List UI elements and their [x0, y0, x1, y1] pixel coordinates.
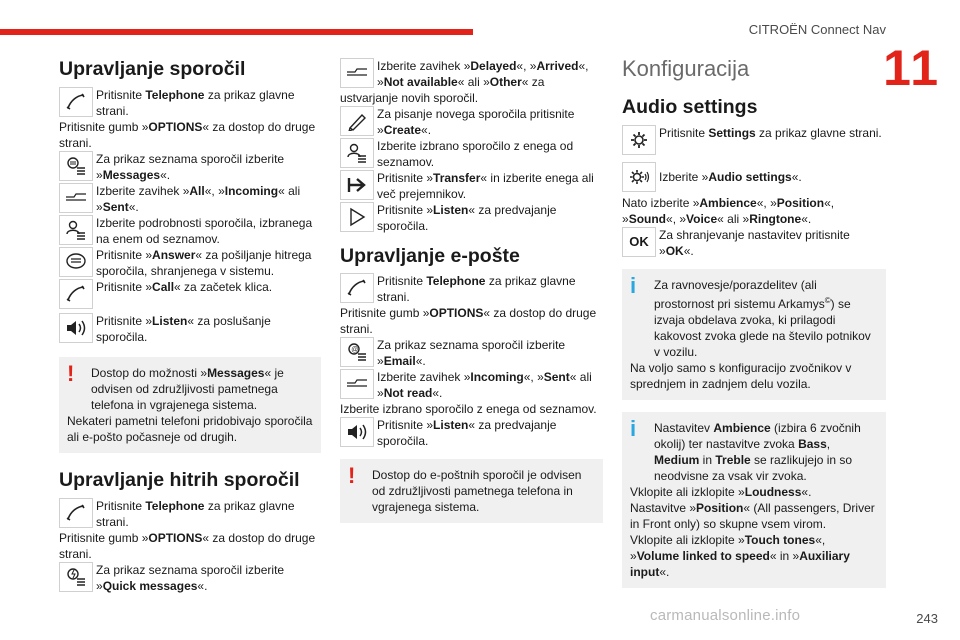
column-2	[340, 58, 603, 523]
gear-icon	[622, 125, 656, 155]
list-item: Pritisnite »Answer« za pošiljanje hitrega sporočila, shranjenega v sistemu.	[59, 247, 321, 279]
list-item: @ Za prikaz seznama sporočil izberite »Email«.	[340, 337, 603, 369]
list-item: Pritisnite Telephone za prikaz glavne strani.	[59, 498, 321, 530]
list-item: Pritisnite »Call« za začetek klica.	[59, 279, 321, 310]
paragraph: Nato izberite »Ambience«, »Position«, »Sound«, »Voice« ali »Ringtone«.	[622, 196, 835, 226]
list-item: Pritisnite »Listen« za poslušanje sporočila.	[59, 313, 321, 345]
heading-messages: Upravljanje sporočil	[59, 58, 246, 80]
chapter-number: 11	[883, 40, 940, 96]
page-number: 243	[916, 611, 938, 626]
list-item: Izberite zavihek »Incoming«, »Sent« ali »Not read«.	[340, 369, 603, 401]
paragraph: Pritisnite gumb »OPTIONS« za dostop do druge strani.	[340, 306, 597, 336]
heading-quick-messages: Upravljanje hitrih sporočil	[59, 469, 300, 491]
warning-note: ! Dostop do možnosti »Messages« je odvisen od združljivosti pametnega telefona in vgrajenega sistema. Nekateri pametni telefoni pridobivajo sporočila ali e-pošto počasneje od drugih.	[59, 357, 321, 453]
list-item: Izberite izbrano sporočilo z enega od seznamov.	[340, 138, 603, 170]
warning-note: ! Dostop do e-poštnih sporočil je odvisen od združljivosti pametnega telefona in vgrajenega sistema.	[340, 459, 603, 523]
message-list-icon	[59, 151, 93, 181]
info-icon: i	[630, 273, 637, 298]
speaker-icon	[340, 417, 374, 447]
paragraph: Izberite izbrano sporočilo z enega od seznamov.	[340, 402, 597, 416]
answer-message-icon	[59, 247, 93, 277]
header-title: CITROËN Connect Nav	[748, 22, 886, 37]
paragraph: Pritisnite gumb »OPTIONS« za dostop do druge strani.	[59, 120, 316, 150]
tab-icon	[340, 369, 374, 399]
list-item: Za pisanje novega sporočila pritisnite »Create«.	[340, 106, 603, 138]
phone-icon	[340, 273, 374, 303]
list-item: Za prikaz seznama sporočil izberite »Messages«.	[59, 151, 321, 183]
speaker-icon	[59, 313, 93, 343]
paragraph: Pritisnite gumb »OPTIONS« za dostop do druge strani.	[59, 531, 316, 561]
watermark: carmanualsonline.info	[650, 607, 801, 624]
list-item: Pritisnite »Transfer« in izberite enega ali več prejemnikov.	[340, 170, 603, 202]
ok-button-icon: OK	[622, 227, 656, 257]
column-3	[622, 52, 886, 588]
list-item: Pritisnite »Listen« za predvajanje sporočila.	[340, 417, 603, 449]
phone-icon	[59, 498, 93, 528]
list-item: Za prikaz seznama sporočil izberite »Quick messages«.	[59, 562, 321, 594]
info-icon: i	[630, 416, 637, 441]
person-list-icon	[59, 215, 93, 245]
list-item: Izberite zavihek »All«, »Incoming« ali »Sent«.	[59, 183, 321, 215]
info-note: i Za ravnovesje/porazdelitev (ali prostornost pri sistemu Arkamys©) se izvaja obdelava zvoka, ki prilagodi kakovost zvoka glede na število potnikov v vozilu. Na voljo samo s konfiguracijo zvočnikov v sprednjem in zadnjem delu vozila.	[622, 269, 886, 400]
list-item: OK Za shranjevanje nastavitev pritisnite »OK«.	[622, 227, 886, 259]
list-item: Pritisnite »Listen« za predvajanje sporočila.	[340, 202, 603, 234]
email-list-icon	[340, 337, 374, 367]
play-icon	[340, 202, 374, 232]
heading-audio-settings: Audio settings	[622, 96, 758, 118]
list-item: Izberite podrobnosti sporočila, izbranega na enem od seznamov.	[59, 215, 321, 247]
heading-configuration: Konfiguracija	[622, 56, 750, 81]
phone-icon	[59, 87, 93, 117]
column-1	[59, 52, 321, 594]
pen-icon	[340, 106, 374, 136]
audio-settings-icon	[622, 162, 656, 192]
svg-text:@: @	[351, 346, 359, 354]
quick-message-icon	[59, 562, 93, 592]
transfer-arrow-icon	[340, 170, 374, 200]
phone-icon	[59, 279, 93, 309]
tab-icon	[340, 58, 374, 88]
list-item: Izberite »Audio settings«.	[622, 162, 886, 193]
list-item: Izberite zavihek »Delayed«, »Arrived«, »Not available« ali »Other« za ustvarjanje novih sporočil.	[340, 59, 589, 105]
list-item: Pritisnite Settings za prikaz glavne strani.	[622, 125, 886, 156]
person-list-icon	[340, 138, 374, 168]
tab-icon	[59, 183, 93, 213]
warning-icon: !	[348, 463, 356, 488]
list-item: Pritisnite Telephone za prikaz glavne strani.	[340, 273, 603, 305]
header-red-bar	[0, 29, 473, 35]
list-item: Pritisnite Telephone za prikaz glavne strani.	[59, 87, 321, 119]
warning-icon: !	[67, 361, 75, 386]
heading-email: Upravljanje e-pošte	[340, 245, 520, 267]
info-note: i Nastavitev Ambience (izbira 6 zvočnih okolij) ter nastavitve zvoka Bass, Medium in Treble se razlikujejo in so neodvisne za vsak vir zvoka. Vklopite ali izklopite »Loudness«. Nastavitve »Position« (All passengers, Driver in Front only) so skupne vsem virom. Vklopite ali izklopite »Touch tones«, »Volume linked to speed« in »Auxiliary input«.	[622, 412, 886, 588]
